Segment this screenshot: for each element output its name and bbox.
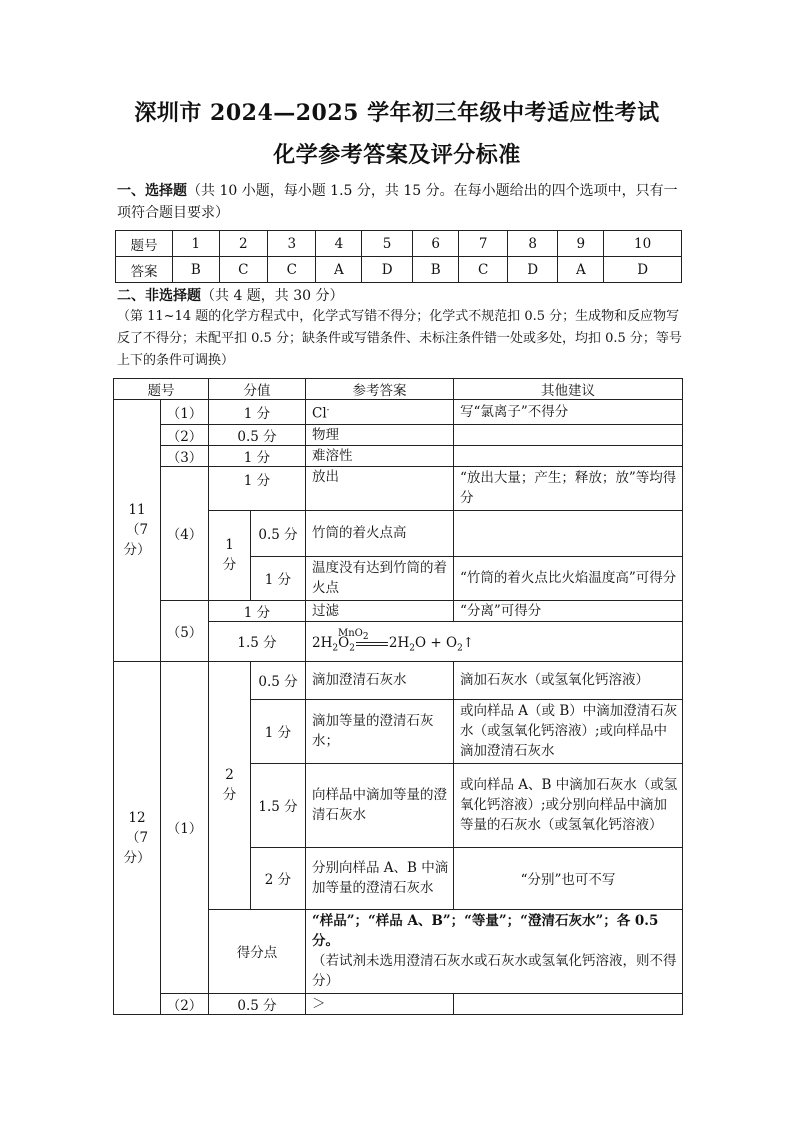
table-row	[114, 400, 683, 425]
q11-p4a-answer: 放出	[306, 466, 454, 510]
mc-number: 9	[558, 231, 604, 257]
header-num: 题号	[114, 379, 209, 400]
q12-number: 12	[128, 809, 146, 826]
table-row	[114, 993, 683, 1014]
q11-p4a-other: “放出大量；产生；释放；放”等均得分	[454, 466, 683, 510]
mc-number: 6	[412, 231, 459, 257]
mc-number: 8	[507, 231, 557, 257]
q11-p5a-answer: 过滤	[306, 600, 454, 621]
mc-answer-label: 答案	[116, 257, 173, 283]
section1-desc: （共 10 小题，每小题 1.5 分，共 15 分。在每小题给出的四个选项中，只有一项符合题目要求）	[117, 183, 678, 221]
table-row	[114, 600, 683, 621]
q11-p1-score: 1 分	[209, 400, 306, 425]
q12-p2-score: 0.5 分	[209, 993, 306, 1014]
mc-number: 4	[316, 231, 362, 257]
q12-r1-score: 0.5 分	[251, 661, 306, 699]
header-score: 分值	[209, 379, 306, 400]
q11-p1-part: （1）	[161, 400, 209, 425]
q11-p1-answer-sup: -	[326, 405, 330, 414]
mc-answer-row	[116, 257, 682, 283]
q12-p2-other	[454, 993, 683, 1014]
section1-heading: 一、选择题	[117, 183, 187, 199]
mc-answer: D	[362, 257, 412, 283]
q11-p4b-group	[209, 510, 251, 600]
mc-answer: C	[459, 257, 507, 283]
q11-p4b2-other: “竹筒的着火点比火焰温度高”可得分	[454, 556, 683, 600]
mc-answer: B	[173, 257, 220, 283]
q11-p4b-group-unit: 分	[222, 557, 237, 573]
q11-p5a-score: 1 分	[209, 600, 306, 621]
header-answer: 参考答案	[306, 379, 454, 400]
q11-p5b-score: 1.5 分	[209, 621, 306, 661]
q12-p1-group-score: 2	[225, 767, 234, 783]
q11-score-unit: 分）	[123, 542, 151, 559]
section2-heading: 二、非选择题	[117, 288, 201, 304]
q12-r4-answer: 分别向样品 A、B 中滴加等量的澄清石灰水	[306, 847, 454, 909]
q12-r3-other: 或向样品 A、B 中滴加石灰水（或氢氧化钙溶液）;或分别向样品中滴加等量的石灰水（或氢氧化钙溶液）	[454, 763, 683, 847]
q11-p2-part: （2）	[161, 424, 209, 445]
mc-answer: C	[219, 257, 267, 283]
title-line-2: 化学参考答案及评分标准	[273, 142, 521, 168]
q12-points-note: （若试剂未选用澄清石灰水或石灰水或氢氧化钙溶液，则不得分）	[312, 953, 677, 989]
header-other: 其他建议	[454, 379, 683, 400]
q11-score-label: （7	[125, 522, 149, 539]
mc-answer: A	[316, 257, 362, 283]
table-row	[114, 661, 683, 699]
mc-answer: D	[507, 257, 557, 283]
equation-condition: MnO2	[338, 628, 369, 643]
q11-p1-answer	[306, 400, 454, 425]
q11-label	[114, 400, 161, 662]
q12-r4-other: “分别”也可不写	[454, 847, 683, 909]
q11-p4a-score: 1 分	[209, 466, 306, 510]
q12-points-bold: “样品”；“样品 A、B”；“等量”；“澄清石灰水”；各 0.5 分。	[312, 913, 659, 949]
q11-p2-other	[454, 424, 683, 445]
mc-number-row	[116, 231, 682, 257]
q11-p2-score: 0.5 分	[209, 424, 306, 445]
q12-p1-part: （1）	[161, 661, 209, 993]
q11-p5b-equation	[306, 621, 683, 661]
q12-p2-part: （2）	[161, 993, 209, 1014]
q12-r1-other: 滴加石灰水（或氢氧化钙溶液）	[454, 661, 683, 699]
table-row	[114, 445, 683, 466]
decomposition-equation: $2H_2O_2$ MnO2 $2H_2O$ + $O_2↑$	[312, 633, 474, 659]
section1-intro	[117, 180, 687, 224]
q11-p4b2-answer: 温度没有达到竹筒的着火点	[306, 556, 454, 600]
table-row	[114, 424, 683, 445]
mc-answer: A	[558, 257, 604, 283]
multiple-choice-table	[115, 230, 682, 283]
q11-p4b1-other	[454, 510, 683, 556]
q12-points-label: 得分点	[209, 909, 306, 993]
q11-p1-answer-text: Cl	[312, 405, 327, 422]
q11-p4b1-answer: 竹筒的着火点高	[306, 510, 454, 556]
mc-number: 10	[604, 231, 682, 257]
q11-p4b2-score: 1 分	[251, 556, 306, 600]
section2-note: （第 11~14 题的化学方程式中，化学式写错不得分；化学式不规范扣 0.5 分；生成物和反应物写反了不得分；未配平扣 0.5 分；缺条件或写错条件、未标注条件错一处或多处，均扣 0.5 分；等号上下的条件可调换）	[117, 309, 682, 368]
q12-r2-other: 或向样品 A（或 B）中滴加澄清石灰水（或氢氧化钙溶液）;或向样品中滴加澄清石灰水	[454, 699, 683, 763]
header-row	[114, 379, 683, 400]
q11-p4b1-score: 0.5 分	[251, 510, 306, 556]
mc-number: 3	[268, 231, 316, 257]
mc-number: 7	[459, 231, 507, 257]
q12-label	[114, 661, 161, 1014]
q12-p1-group-unit: 分	[222, 787, 237, 803]
mc-number-label: 题号	[116, 231, 173, 257]
mc-answer: C	[268, 257, 316, 283]
q12-p1-group	[209, 661, 251, 909]
answer-table	[113, 378, 683, 1015]
q12-r2-score: 1 分	[251, 699, 306, 763]
q11-p3-other	[454, 445, 683, 466]
q12-r2-answer: 滴加等量的澄清石灰水；	[306, 699, 454, 763]
section2-desc: （共 4 题，共 30 分）	[201, 288, 344, 304]
q12-p2-answer: ＞	[306, 993, 454, 1014]
q12-r1-answer: 滴加澄清石灰水	[306, 661, 454, 699]
q11-p3-score: 1 分	[209, 445, 306, 466]
mc-number: 2	[219, 231, 267, 257]
q12-r3-answer: 向样品中滴加等量的澄清石灰水	[306, 763, 454, 847]
mc-number: 1	[173, 231, 220, 257]
mc-number: 5	[362, 231, 412, 257]
q12-points	[306, 909, 683, 993]
q11-p5-part: （5）	[161, 600, 209, 661]
q11-p1-other: 写“氯离子”不得分	[454, 400, 683, 425]
mc-answer: D	[604, 257, 682, 283]
title-line-1: 深圳市 2024—2025 学年初三年级中考适应性考试	[134, 100, 660, 126]
section2-intro	[117, 285, 687, 307]
q11-number: 11	[128, 502, 146, 519]
q11-p4-part: （4）	[161, 466, 209, 600]
q11-p4b-group-score: 1	[225, 537, 234, 553]
q12-r4-score: 2 分	[251, 847, 306, 909]
q12-r3-score: 1.5 分	[251, 763, 306, 847]
q11-p3-answer: 难溶性	[306, 445, 454, 466]
mc-answer: B	[412, 257, 459, 283]
q12-score-label: （7	[125, 829, 149, 846]
q11-p3-part: （3）	[161, 445, 209, 466]
q11-p5a-other: “分离”可得分	[454, 600, 683, 621]
q11-p2-answer: 物理	[306, 424, 454, 445]
q12-score-unit: 分）	[123, 849, 151, 866]
table-row	[114, 466, 683, 510]
